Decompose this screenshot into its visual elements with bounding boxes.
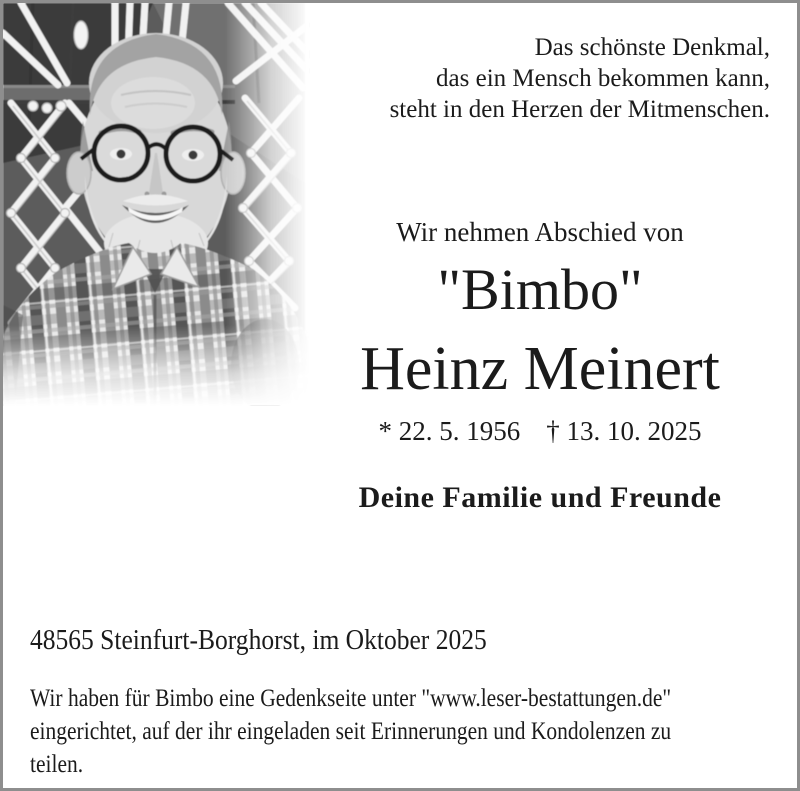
portrait-photo bbox=[3, 3, 310, 406]
mourners-line: Deine Familie und Freunde bbox=[358, 481, 722, 514]
quote-line-1: Das schönste Denkmal, bbox=[534, 34, 770, 61]
memorial-note-line-1: Wir haben für Bimbo eine Gedenkseite unter "www.leser-bestattungen.de" bbox=[30, 685, 672, 712]
farewell-intro: Wir nehmen Abschied von bbox=[396, 217, 684, 247]
birth-date: * 22. 5. 1956 bbox=[378, 416, 521, 446]
memorial-quote bbox=[390, 32, 770, 125]
memorial-site-note bbox=[30, 682, 671, 781]
place-date-line: 48565 Steinfurt-Borghorst, im Oktober 2025 bbox=[30, 624, 487, 656]
life-dates bbox=[310, 416, 770, 447]
memorial-note-line-2: eingerichtet, auf der ihr eingeladen seit Erinnerungen und Kondolenzen zu bbox=[30, 718, 672, 745]
deceased-name: Heinz Meinert bbox=[360, 335, 720, 403]
quote-line-3: steht in den Herzen der Mitmenschen. bbox=[389, 96, 770, 123]
death-date: † 13. 10. 2025 bbox=[546, 416, 702, 446]
memorial-note-line-3: teilen. bbox=[30, 751, 84, 778]
deceased-nickname: "Bimbo" bbox=[437, 257, 643, 322]
quote-line-2: das ein Mensch bekommen kann, bbox=[436, 65, 770, 92]
